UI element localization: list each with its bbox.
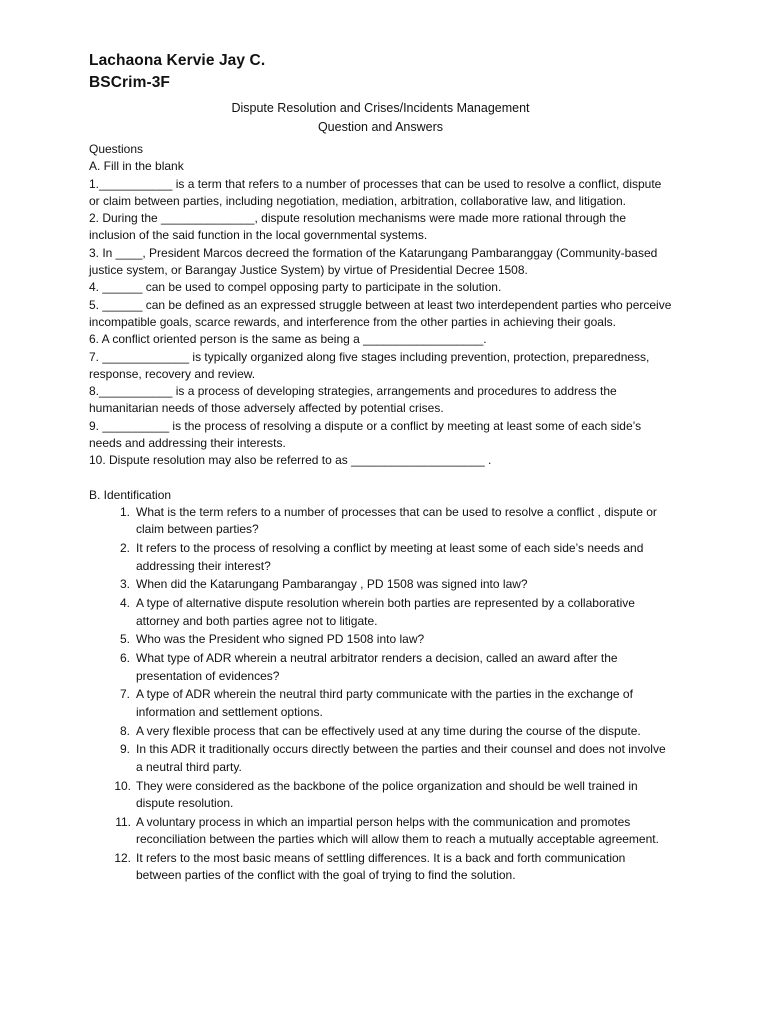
title-line-2: Question and Answers bbox=[317, 120, 444, 134]
list-item: 12. It refers to the most basic means of settling differences. It is a back and forth communication between parties of the conflict with the goal of trying to find the solution. bbox=[114, 850, 626, 883]
part-b-label: B. Identification bbox=[89, 487, 172, 502]
list-item: 8. A very flexible process that can be effectively used at any time during the course of the dispute. bbox=[119, 723, 641, 738]
student-name: Lachaona Kervie Jay C. bbox=[89, 52, 266, 69]
fill-item: 10. Dispute resolution may also be referred to as ____________________ . bbox=[89, 453, 492, 468]
fill-item: 3. In ____, President Marcos decreed the formation of the Katarungang Pambaranggay (Community-based justice system, or Barangay Justice System) by virtue of Presidential Decree 1508. bbox=[89, 245, 658, 278]
questions-label: Questions bbox=[89, 142, 144, 156]
fill-item: 8.___________ is a process of developing strategies, arrangements and procedures to address the humanitarian needs of those adversely affected by potential crises. bbox=[89, 384, 617, 416]
fill-item: 1.___________ is a term that refers to a number of processes that can be used to resolve a conflict, dispute or claim between parties, including negotiation, mediation, arbitration, collaborative law, and litigation. bbox=[89, 176, 662, 208]
list-item: 11. A voluntary process in which an impartial person helps with the communication and promotes reconciliation between the parties which will allow them to reach a mutually acceptable agreement. bbox=[115, 814, 659, 847]
part-a-label: A. Fill in the blank bbox=[89, 159, 184, 174]
fill-item: 7. _____________ is typically organized along five stages including prevention, protection, preparedness, response, recovery and review. bbox=[89, 349, 650, 381]
list-item: 4. A type of alternative dispute resolution wherein both parties are represented by a collaborative attorney and both parties agree not to litigate. bbox=[119, 596, 635, 628]
list-item: 2. It refers to the process of resolving a conflict by meeting at least some of each side’s needs and addressing their interest? bbox=[119, 541, 644, 573]
fill-item: 4. ______ can be used to compel opposing party to participate in the solution. bbox=[89, 280, 502, 295]
list-item: 9. In this ADR it traditionally occurs directly between the parties and their counsel and does not involve a neutral third party. bbox=[119, 742, 666, 774]
fill-item: 2. During the ______________, dispute resolution mechanisms were made more rational through the inclusion of the said function in the local governmental systems. bbox=[89, 211, 626, 243]
list-item: 6. What type of ADR wherein a neutral arbitrator renders a decision, called an award after the presentation of evidences? bbox=[119, 651, 618, 683]
fill-item: 6. A conflict oriented person is the same as being a __________________. bbox=[89, 332, 487, 347]
list-item: 7. A type of ADR wherein the neutral third party communicate with the parties in the exchange of information and settlement options. bbox=[119, 687, 633, 719]
fill-in-the-blank-list bbox=[89, 176, 672, 470]
list-item: 10. They were considered as the backbone of the police organization and should be well trained in dispute resolution. bbox=[114, 778, 638, 810]
student-class: BSCrim-3F bbox=[89, 74, 170, 91]
title-line-1: Dispute Resolution and Crises/Incidents Management bbox=[231, 101, 530, 115]
list-item: 5. Who was the President who signed PD 1508 into law? bbox=[119, 632, 425, 647]
document-title bbox=[89, 99, 672, 137]
identification-list bbox=[89, 504, 672, 885]
section-spacer bbox=[89, 470, 672, 487]
list-item: 3. When did the Katarungang Pambarangay , PD 1508 was signed into law? bbox=[119, 577, 528, 592]
list-item: 1. What is the term refers to a number of processes that can be used to resolve a conflict , dispute or claim between parties? bbox=[119, 504, 657, 537]
fill-item: 9. __________ is the process of resolving a dispute or a conflict by meeting at least some of each side’s needs and addressing their interests. bbox=[89, 418, 642, 451]
fill-item: 5. ______ can be defined as an expressed struggle between at least two interdependent parties who perceive incompatible goals, scarce rewards, and interference from the other parties in achieving their goals. bbox=[89, 297, 672, 329]
